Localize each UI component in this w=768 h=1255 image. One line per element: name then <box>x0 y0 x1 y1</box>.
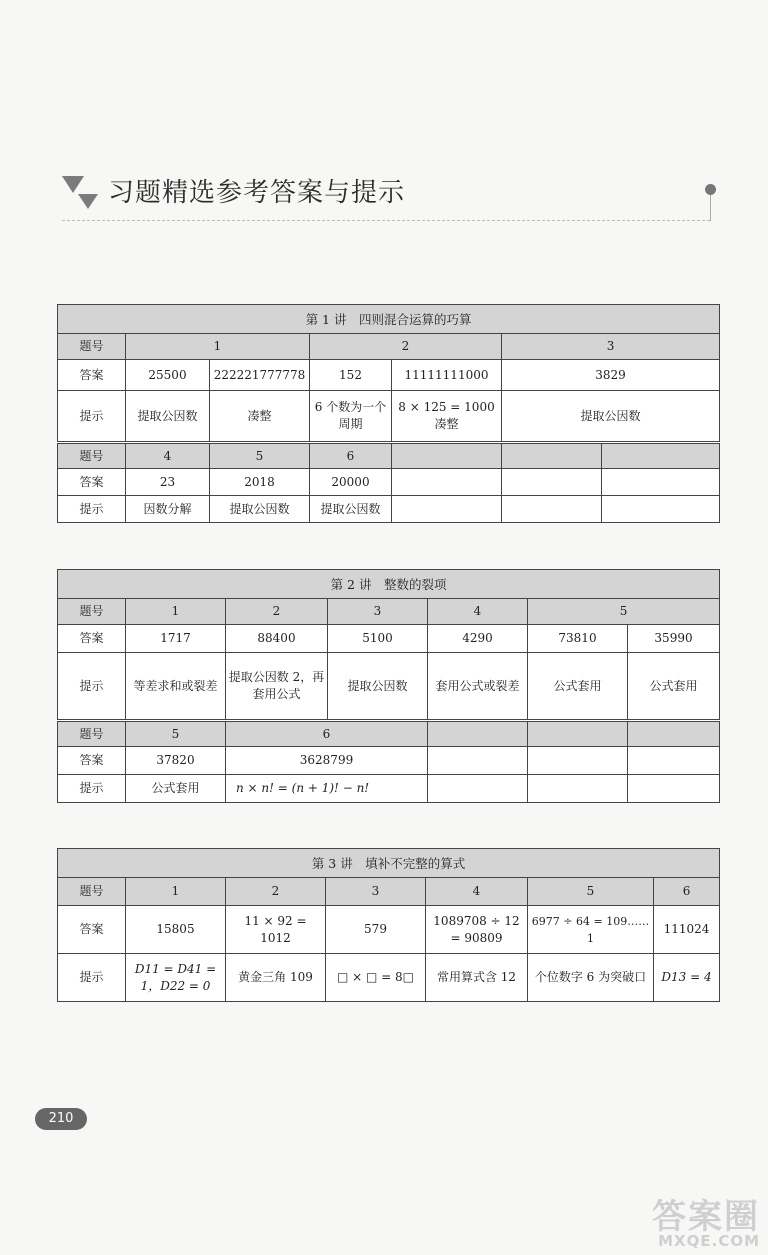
hint-cell: □ × □ = 8□ <box>326 954 426 1002</box>
answer-cell: 5100 <box>328 625 428 653</box>
hint-cell: 等差求和或裂差 <box>126 653 226 721</box>
answer-cell: 3829 <box>502 360 720 391</box>
empty-cell <box>602 443 720 469</box>
watermark-text: 答案圈 <box>652 1197 760 1237</box>
label-hint: 提示 <box>58 391 126 443</box>
problem-number: 1 <box>126 599 226 625</box>
answer-cell: 25500 <box>126 360 210 391</box>
hint-cell: 8 × 125 = 1000 凑整 <box>392 391 502 443</box>
answer-cell: 4290 <box>428 625 528 653</box>
problem-number: 4 <box>428 599 528 625</box>
header-vertical-rule <box>710 194 711 221</box>
problem-number: 3 <box>326 878 426 906</box>
label-num: 题号 <box>58 443 126 469</box>
hint-cell: 公式套用 <box>528 653 628 721</box>
empty-cell <box>502 496 602 523</box>
answer-cell: 6977 ÷ 64 = 109……1 <box>528 906 654 954</box>
empty-cell <box>528 721 628 747</box>
triangle-bullet-icon <box>78 194 98 209</box>
empty-cell <box>392 443 502 469</box>
hint-cell: 套用公式或裂差 <box>428 653 528 721</box>
hint-cell: 凑整 <box>210 391 310 443</box>
problem-number: 2 <box>226 878 326 906</box>
hint-cell: 个位数字 6 为突破口 <box>528 954 654 1002</box>
hint-cell: 公式套用 <box>628 653 720 721</box>
empty-cell <box>428 721 528 747</box>
lecture1-table <box>57 304 720 523</box>
empty-cell <box>392 496 502 523</box>
answer-cell: 579 <box>326 906 426 954</box>
empty-cell <box>502 443 602 469</box>
problem-number: 5 <box>528 878 654 906</box>
triangle-bullet-icon <box>62 176 84 193</box>
empty-cell <box>628 721 720 747</box>
hint-cell: 提取公因数 <box>328 653 428 721</box>
answer-cell: 15805 <box>126 906 226 954</box>
hint-cell: 因数分解 <box>126 496 210 523</box>
hint-cell: D11 = D41 = 1，D22 = 0 <box>126 954 226 1002</box>
answer-cell: 20000 <box>310 469 392 496</box>
hint-cell: 公式套用 <box>126 775 226 803</box>
answer-cell: 2018 <box>210 469 310 496</box>
empty-cell <box>628 747 720 775</box>
watermark-url: MXQE.COM <box>658 1232 760 1250</box>
label-hint: 提示 <box>58 496 126 523</box>
problem-number: 3 <box>502 334 720 360</box>
lecture2-table <box>57 569 720 803</box>
answer-cell: 152 <box>310 360 392 391</box>
answer-cell: 11 × 92 = 1012 <box>226 906 326 954</box>
answer-cell: 222221777778 <box>210 360 310 391</box>
answer-cell: 37820 <box>126 747 226 775</box>
section-header <box>62 172 722 232</box>
problem-number: 5 <box>210 443 310 469</box>
hint-cell: 提取公因数 <box>502 391 720 443</box>
answer-cell: 1089708 ÷ 12 = 90809 <box>426 906 528 954</box>
label-answer: 答案 <box>58 469 126 496</box>
problem-number: 5 <box>528 599 720 625</box>
hint-cell: 黄金三角 109 <box>226 954 326 1002</box>
answer-cell: 23 <box>126 469 210 496</box>
problem-number: 3 <box>328 599 428 625</box>
label-hint: 提示 <box>58 775 126 803</box>
hint-cell: 提取公因数 <box>210 496 310 523</box>
empty-cell <box>528 747 628 775</box>
label-answer: 答案 <box>58 906 126 954</box>
watermark <box>652 1197 760 1250</box>
label-hint: 提示 <box>58 954 126 1002</box>
empty-cell <box>528 775 628 803</box>
answer-cell: 1717 <box>126 625 226 653</box>
answer-cell: 111024 <box>654 906 720 954</box>
page-number-badge: 210 <box>35 1108 87 1130</box>
problem-number: 6 <box>226 721 428 747</box>
problem-number: 6 <box>310 443 392 469</box>
lecture3-caption: 第 3 讲 填补不完整的算式 <box>58 849 720 878</box>
problem-number: 2 <box>226 599 328 625</box>
empty-cell <box>502 469 602 496</box>
empty-cell <box>392 469 502 496</box>
lecture2-caption: 第 2 讲 整数的裂项 <box>58 570 720 599</box>
label-num: 题号 <box>58 878 126 906</box>
answer-cell: 73810 <box>528 625 628 653</box>
label-hint: 提示 <box>58 653 126 721</box>
lecture3-table <box>57 848 720 1002</box>
answer-cell: 88400 <box>226 625 328 653</box>
hint-cell: 提取公因数 <box>126 391 210 443</box>
problem-number: 2 <box>310 334 502 360</box>
hint-cell: 提取公因数 2，再套用公式 <box>226 653 328 721</box>
problem-number: 5 <box>126 721 226 747</box>
problem-number: 4 <box>126 443 210 469</box>
hint-cell: D13 = 4 <box>654 954 720 1002</box>
empty-cell <box>428 747 528 775</box>
label-answer: 答案 <box>58 625 126 653</box>
answer-cell: 35990 <box>628 625 720 653</box>
answer-cell: 3628799 <box>226 747 428 775</box>
answer-cell: 11111111000 <box>392 360 502 391</box>
empty-cell <box>628 775 720 803</box>
problem-number: 1 <box>126 334 310 360</box>
empty-cell <box>602 496 720 523</box>
section-heading: 习题精选参考答案与提示 <box>108 178 406 208</box>
hint-cell: 常用算式含 12 <box>426 954 528 1002</box>
hint-cell: 6 个数为一个周期 <box>310 391 392 443</box>
label-answer: 答案 <box>58 360 126 391</box>
label-num: 题号 <box>58 334 126 360</box>
problem-number: 6 <box>654 878 720 906</box>
label-num: 题号 <box>58 599 126 625</box>
label-answer: 答案 <box>58 747 126 775</box>
empty-cell <box>428 775 528 803</box>
problem-number: 1 <box>126 878 226 906</box>
hint-cell: 提取公因数 <box>310 496 392 523</box>
label-num: 题号 <box>58 721 126 747</box>
header-dot-icon <box>705 184 716 195</box>
empty-cell <box>602 469 720 496</box>
hint-cell: n × n! = (n + 1)! − n! <box>226 775 428 803</box>
problem-number: 4 <box>426 878 528 906</box>
lecture1-caption: 第 1 讲 四则混合运算的巧算 <box>58 305 720 334</box>
header-divider <box>62 220 710 221</box>
